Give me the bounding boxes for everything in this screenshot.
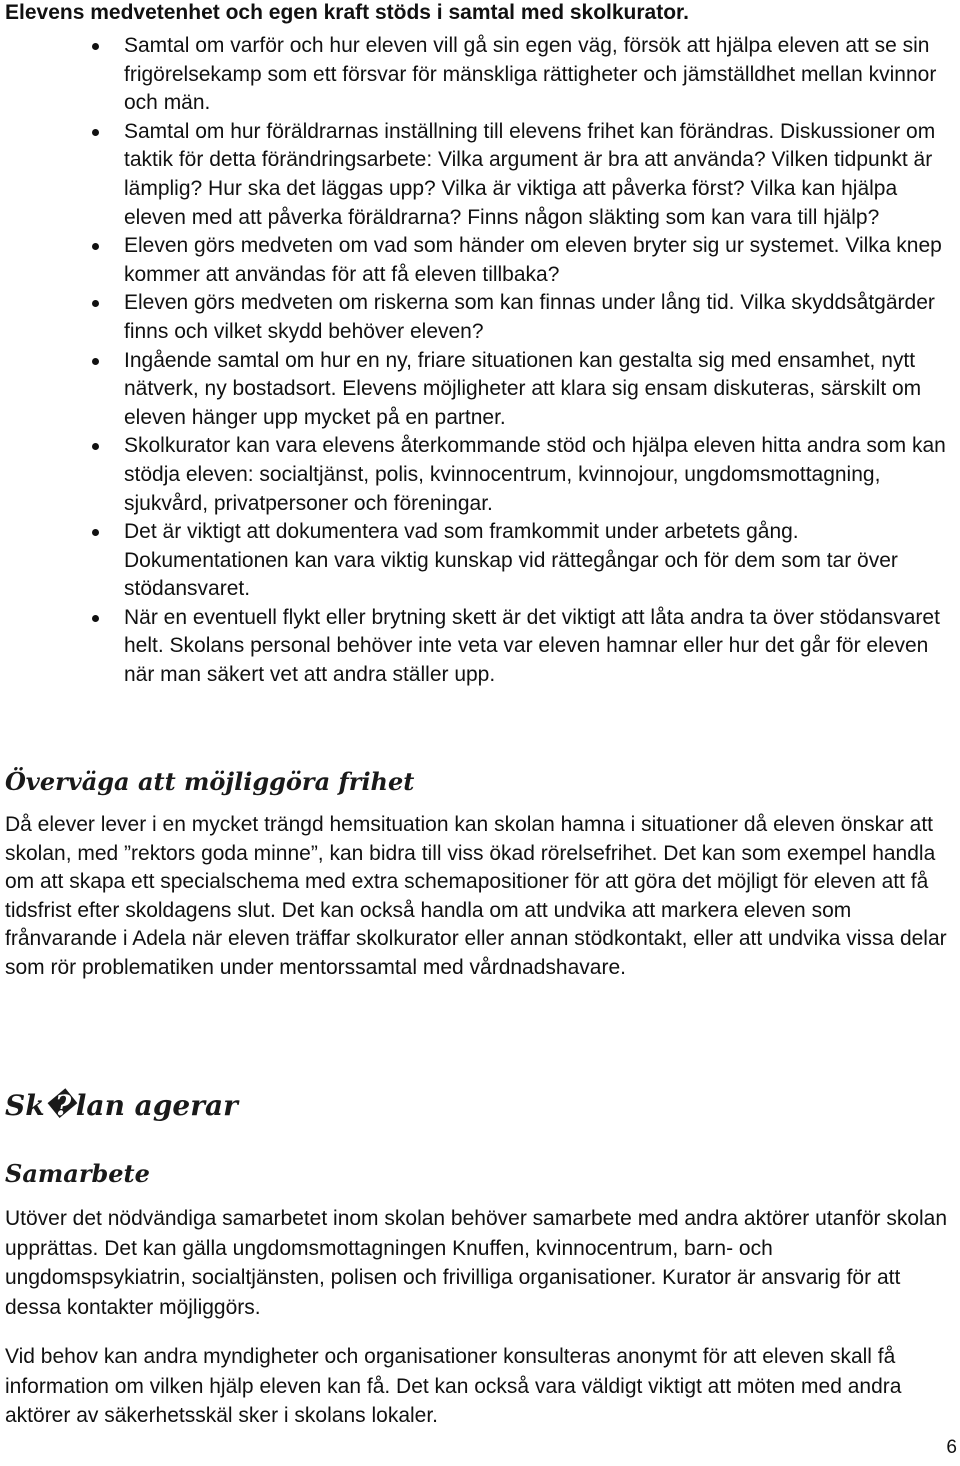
bullet-icon [92,43,99,50]
list-item [124,432,953,518]
samarbete-paragraph-1: Utöver det nödvändiga samarbetet inom skolan behöver samarbete med andra aktörer utanför skolan upprättas. Det kan gälla ungdomsmottagningen Knuffen, kvinnocentrum, barn- och ungdomspsykiatrin, socialtjänsten, polisen och frivilliga organisationer. Kurator är ansvarig för att dessa kontakter möjliggörs. [5,1207,948,1319]
bullet-icon [92,358,99,365]
list-item-text: Skolkurator kan vara elevens återkommande stöd och hjälpa eleven hitta andra som kan stödja eleven: socialtjänst, polis, kvinnocentrum, kvinnojour, ungdomsmottagning, sjukvård, privatpersoner och föreningar. [124,434,946,515]
document-page [5,0,953,1427]
list-item [124,347,953,433]
list-item-text: Ingående samtal om hur en ny, friare situationen kan gestalta sig med ensamhet, nytt nätverk, ny bostadsort. Elevens möjligheter att klara sig ensam diskuteras, särskilt om eleven hänger upp mycket på en partner. [124,348,922,429]
list-item [124,518,953,604]
bullet-icon [92,615,99,622]
bullet-list [5,32,953,690]
list-item [124,118,953,232]
list-item-text: Eleven görs medveten om riskerna som kan finnas under lång tid. Vilka skyddsåtgärder finns och vilket skydd behöver eleven? [124,291,935,343]
bullet-icon [92,443,99,450]
section-heading-frihet: Överväga att möjliggöra frihet [5,767,415,796]
list-item-text: Eleven görs medveten om vad som händer om eleven bryter sig ur systemet. Vilka knep kommer att användas för att få eleven tillbaka? [124,234,942,286]
subheading-samarbete: Samarbete [5,1159,150,1188]
list-item [124,232,953,289]
list-item-text: Samtal om varför och hur eleven vill gå sin egen väg, försök att hjälpa eleven att se sin frigörelsekamp som ett försvar för mänskliga rättigheter och jämställdhet mellan kvinnor och män. [124,34,937,115]
bullet-icon [92,529,99,536]
list-item [124,32,953,118]
section-heading-agerar: Sk�lan agerar [5,1089,238,1122]
frihet-paragraph: Då elever lever i en mycket trängd hemsituation kan skolan hamna i situationer då eleven önskar att skolan, med ”rektors goda minne”, kan bidra till viss ökad rörelsefrihet. Det kan som exempel handla om att skapa ett specialschema med extra schemapositioner för att göra det möjligt för eleven att få tidsfrist efter skoldagens slut. Det kan också handla om att undvika att markera eleven som frånvarande i Adela när eleven träffar skolkurator eller annan stödkontakt, eller att undvika vissa delar som rör problematiken under mentorssamtal med vårdnadshavare. [5,813,947,979]
samarbete-paragraph-2: Vid behov kan andra myndigheter och organisationer konsulteras anonymt för att eleven skall få information om vilken hjälp eleven kan få. Det kan också vara väldigt viktigt att möten med andra aktörer av säkerhetsskäl sker i skolans lokaler. [5,1345,902,1427]
list-item [124,289,953,346]
bullet-icon [92,129,99,136]
bullet-icon [92,300,99,307]
page-number: 6 [946,1437,957,1458]
list-item-text: Samtal om hur föräldrarnas inställning till elevens frihet kan förändras. Diskussioner om taktik för detta förändringsarbete: Vilka argument är bra att använda? Vilken tidpunkt är lämplig? Hur ska det läggas upp? Vilka är viktiga att påverka först? Vilka kan hjälpa eleven med att påverka föräldrarna? Finns någon släkting som kan vara till hjälp? [124,119,936,229]
list-item-text: När en eventuell flykt eller brytning skett är det viktigt att låta andra ta över stödansvaret helt. Skolans personal behöver inte veta var eleven hamnar eller hur det går för eleven när man säkert vet att andra ställer upp. [124,605,940,687]
bullet-icon [92,243,99,250]
list-item-text: Det är viktigt att dokumentera vad som framkommit under arbetets gång. Dokumentationen kan vara viktig kunskap vid rättegångar och för dem som tar över stödansvaret. [124,520,898,601]
top-heading: Elevens medvetenhet och egen kraft stöds i samtal med skolkurator. [5,1,689,24]
list-item [124,604,953,690]
